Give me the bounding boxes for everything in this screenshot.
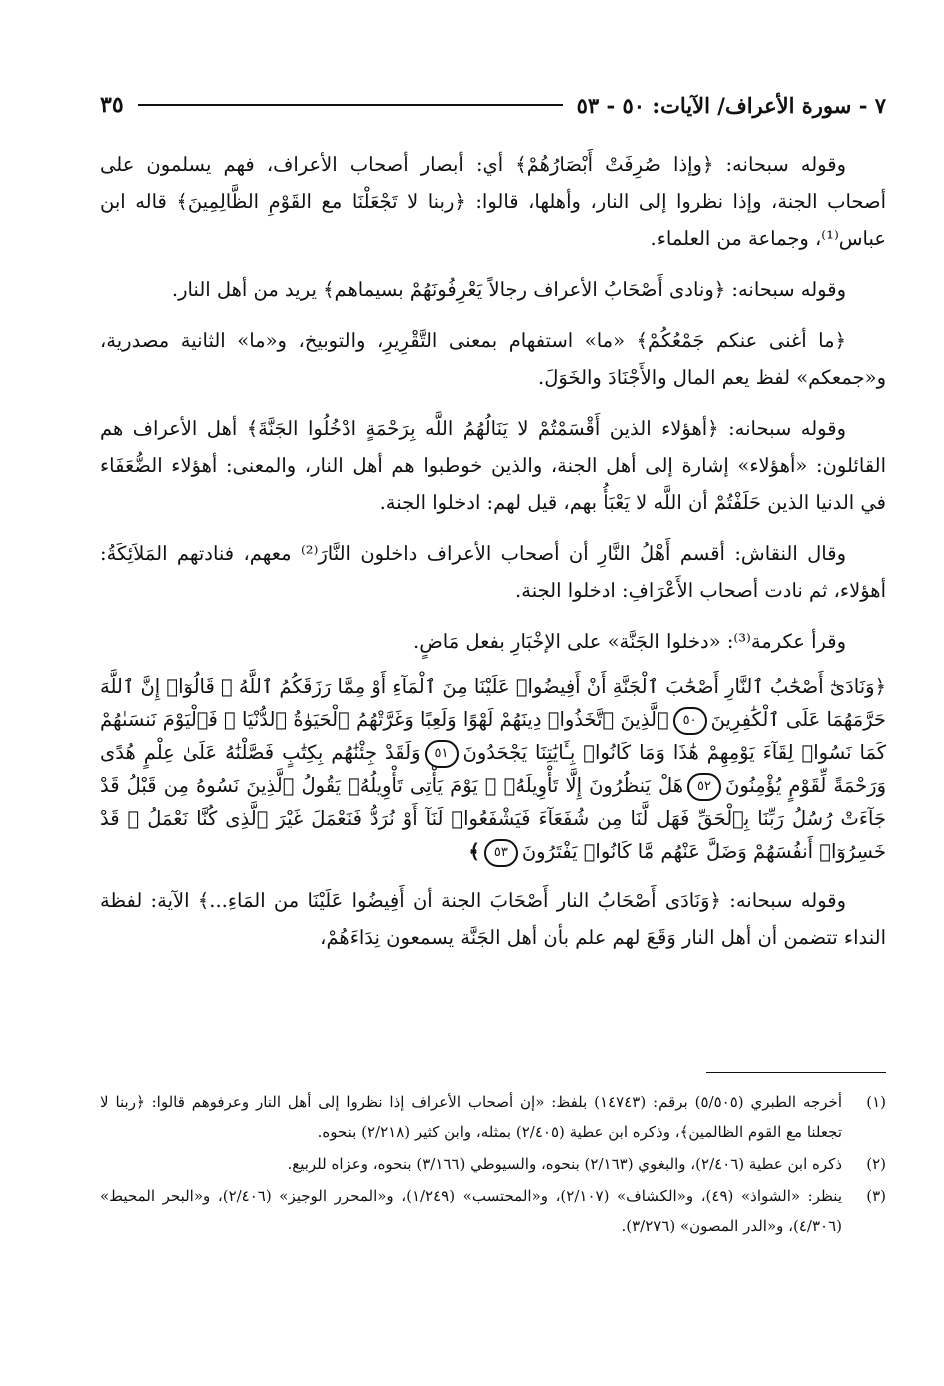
footnote-number: (٢) <box>866 1155 886 1173</box>
quran-part-2: ٱلَّذِينَ ٱتَّخَذُوا۟ دِينَهُمْ لَهْوًا وَلَعِبًا وَغَرَّتْهُمُ ٱلْحَيَوٰةُ ٱلدُّنْيَا ۚ فَٱلْيَوْمَ نَنسَىٰهُمْ كَمَا نَسُوا۟ لِقَآءَ يَوْمِهِمْ هَٰذَا وَمَا كَانُوا۟ بِـَٔايَٰتِنَا يَجْحَدُونَ <box>100 708 886 764</box>
footnote-1 <box>100 1087 886 1147</box>
footnote-number: (٣) <box>866 1187 886 1205</box>
quran-part-4: هَلْ يَنظُرُونَ إِلَّا تَأْوِيلَهُۥ ۚ يَوْمَ يَأْتِى تَأْوِيلُهُۥ يَقُولُ ٱلَّذِينَ نَسُوهُ مِن قَبْلُ قَدْ جَآءَتْ رُسُلُ رَبِّنَا بِٱلْحَقِّ فَهَل لَّنَا مِن شُفَعَآءَ فَيَشْفَعُوا۟ لَنَآ أَوْ نُرَدُّ فَنَعْمَلَ غَيْرَ ٱلَّذِى كُنَّا نَعْمَلُ ۚ قَدْ خَسِرُوٓا۟ أَنفُسَهُمْ وَضَلَّ عَنْهُم مَّا كَانُوا۟ يَفْتَرُونَ <box>100 774 886 863</box>
running-header <box>100 88 886 122</box>
footnote-rule <box>706 1072 886 1073</box>
footnote-text: أخرجه الطبري (٥/٥٠٥) برقم: (١٤٧٤٣) بلفظ: «إن أصحاب الأعراف إذا نظروا إلى أهل النار وعرفوهم قالوا: ﴿ربنا لا تجعلنا مع القوم الظالمين﴾، وذكره ابن عطية (٢/٤٠٥) بمثله، وابن كثير (٢/٢١٨) بنحوه. <box>100 1093 842 1141</box>
paragraph-1: وقوله سبحانه: ﴿وإذا صُرِفَتْ أَبْصَارُهُمْ﴾ أي: أبصار أصحاب الأعراف، فهم يسلمون على أصحاب الجنة، وإذا نظروا إلى النار، وأهلها، قالوا: ﴿ربنا لا تَجْعَلْنَا مع القَوْمِ الظَّالِمِينَ﴾ قاله ابن عباس⁽¹⁾، وجماعة من العلماء. <box>100 153 886 250</box>
paragraph-5: وقال النقاش: أقسم أَهْلُ النَّارِ أن أصحاب الأعراف داخلون النَّارَ⁽²⁾ معهم، فنادتهم المَلاَئِكَةُ: أهؤلاء، ثم نادت أصحاب الأَعْرَافِ: ادخلوا الجنة. <box>100 542 886 602</box>
paragraph-4: وقوله سبحانه: ﴿أهؤلاء الذين أَقْسَمْتُمْ لا يَنَالُهُمُ اللَّه بِرَحْمَةٍ ادْخُلُوا الجَنَّةَ﴾ أهل الأعراف هم القائلون: «أهؤلاء» إشارة إلى أهل الجنة، والذين خوطبوا هم أهل النار، والمعنى: أهؤلاء الضُّعَفَاء في الدنيا الذين حَلَفْتُمْ أن اللَّه لا يَعْبَأُ بهم، قيل لهم: ادخلوا الجنة. <box>100 417 886 514</box>
footnotes <box>100 1072 886 1243</box>
quran-part-3: وَلَقَدْ جِئْنَٰهُم بِكِتَٰبٍ فَصَّلْنَٰهُ عَلَىٰ عِلْمٍ هُدًى وَرَحْمَةً لِّقَوْمٍ يُؤْمِنُونَ <box>100 741 886 797</box>
quran-passage <box>100 670 886 868</box>
ayah-marker-50: ٥٠ <box>673 707 707 735</box>
header-rule <box>138 104 563 106</box>
book-page <box>100 0 886 1386</box>
page-number: ٣٥ <box>100 92 124 118</box>
closing-paragraph: وقوله سبحانه: ﴿وَنَادَى أَصْحَابُ النار أَصْحَابَ الجنة أن أَفِيضُوا عَلَيْنَا من المَاءِ...﴾ الآية: لفظة النداء تتضمن أن أهل النار وَقَعَ لهم علم بأن أهل الجَنَّة يسمعون نِدَاءَهُمْ، <box>100 889 886 949</box>
ayah-marker-51: ٥١ <box>425 740 459 768</box>
quran-close-bracket: ﴾ <box>468 840 480 863</box>
quran-part-1: ﴿وَنَادَىٰٓ أَصْحَٰبُ ٱلنَّارِ أَصْحَٰبَ ٱلْجَنَّةِ أَنْ أَفِيضُوا۟ عَلَيْنَا مِنَ ٱلْمَآءِ أَوْ مِمَّا رَزَقَكُمُ ٱللَّهُ ۚ قَالُوٓا۟ إِنَّ ٱللَّهَ حَرَّمَهُمَا عَلَى ٱلْكَٰفِرِينَ <box>100 675 886 731</box>
footnote-text: ذكره ابن عطية (٢/٤٠٦)، والبغوي (٢/١٦٣) بنحوه، والسيوطي (٣/١٦٦) بنحوه، وعزاه للربيع. <box>287 1155 842 1173</box>
header-title: ٧ - سورة الأعراف/ الآيات: ٥٠ - ٥٣ <box>576 92 886 118</box>
ayah-marker-53: ٥٣ <box>484 839 518 867</box>
ayah-marker-52: ٥٢ <box>687 773 721 801</box>
footnote-2 <box>100 1149 886 1179</box>
paragraph-6: وقرأ عكرمة⁽³⁾: «دخلوا الجَنَّة» على الإخْبَارِ بفعل مَاضٍ. <box>413 630 846 653</box>
main-text <box>100 146 886 970</box>
paragraph-2: وقوله سبحانه: ﴿ونادى أَصْحَابُ الأعراف رجالاً يَعْرِفُونَهُمْ بسيماهم﴾ يريد من أهل النار. <box>171 278 846 301</box>
footnote-text: ينظر: «الشواذ» (٤٩)، و«الكشاف» (٢/١٠٧)، و«المحتسب» (١/٢٤٩)، و«المحرر الوجيز» (٢/٤٠٦)، و«البحر المحيط» (٤/٣٠٦)، و«الدر المصون» (٣/٢٧٦). <box>100 1187 842 1235</box>
paragraph-3: ﴿ما أغنى عنكم جَمْعُكُمْ﴾ «ما» استفهام بمعنى التَّقْرِيرِ، والتوبيخ، و«ما» الثانية مصدرية، و«جمعكم» لفظ يعم المال والأَجْنَادَ والخَوَلَ. <box>100 329 886 389</box>
footnote-3 <box>100 1181 886 1241</box>
footnote-number: (١) <box>866 1093 886 1111</box>
